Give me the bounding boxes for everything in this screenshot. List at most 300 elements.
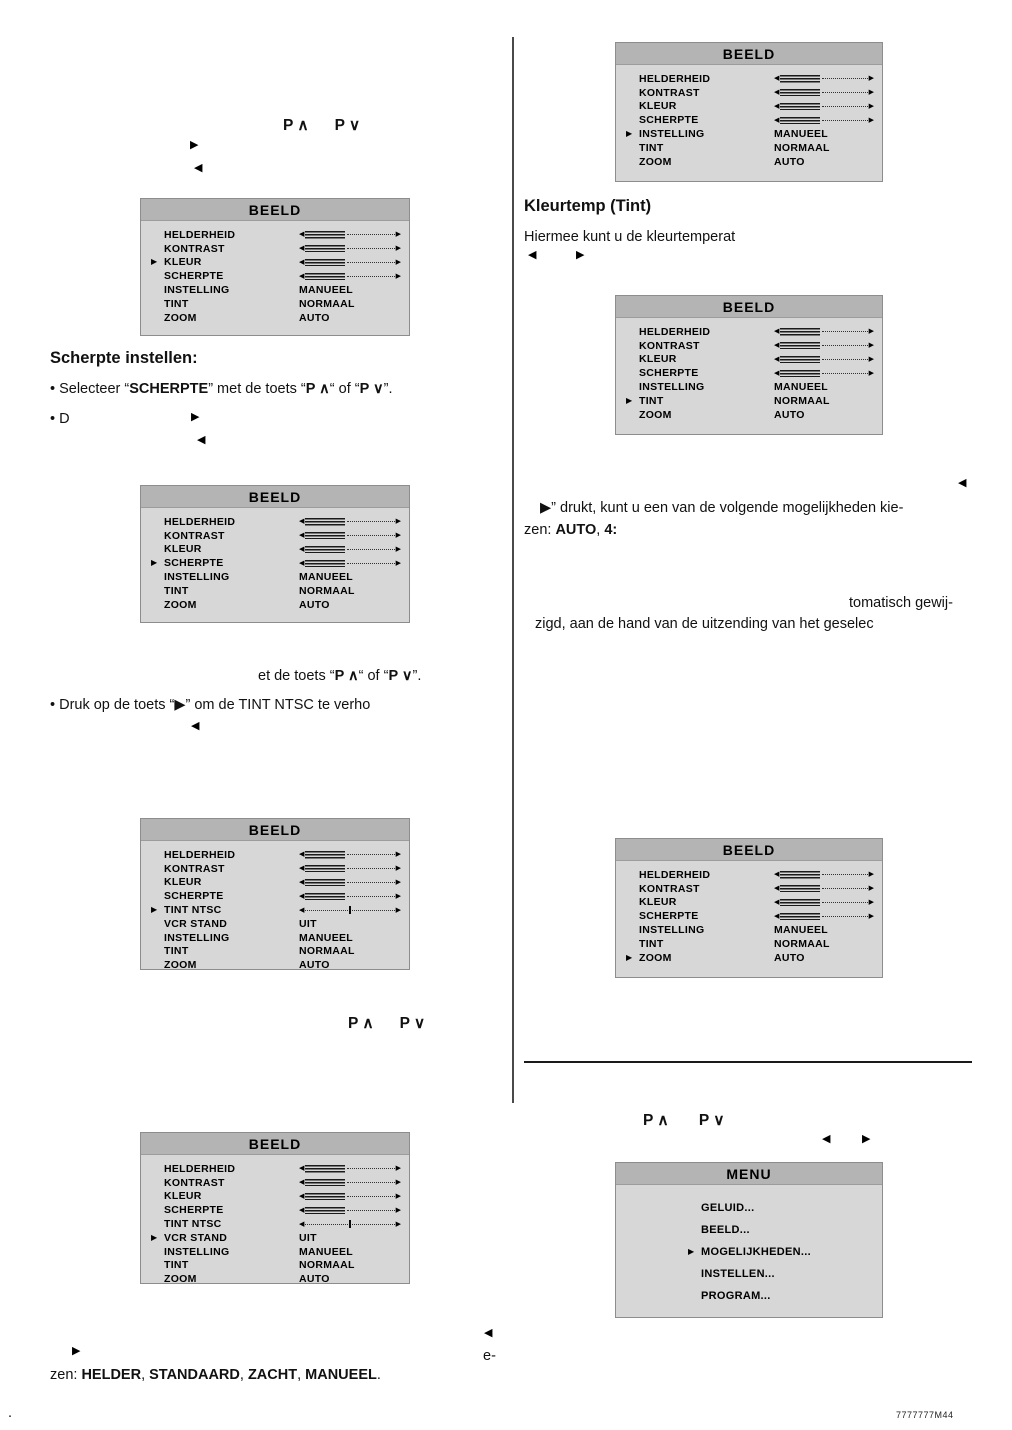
- osd-item-label: KLEUR: [164, 543, 202, 556]
- slider-track-dots: [347, 521, 394, 522]
- slider-left-arrow-icon: ◀: [299, 518, 305, 526]
- osd-item-kontrast: [151, 1176, 401, 1190]
- slider-left-arrow-icon: ◀: [774, 369, 780, 377]
- p-down-label: P ∨: [334, 117, 361, 134]
- osd-item-label: SCHERPTE: [639, 367, 699, 380]
- text-segment: ▶: [540, 500, 552, 516]
- fragment-tomatisch: tomatisch gewij-: [849, 595, 953, 611]
- osd-item-value: AUTO: [774, 408, 805, 421]
- slider-left-arrow-icon: ◀: [299, 231, 305, 239]
- text-segment: P ∧: [334, 668, 359, 684]
- osd-beeld-instelling: [615, 42, 883, 182]
- osd-item-kleur: [151, 876, 401, 890]
- osd-item-label: SCHERPTE: [164, 557, 224, 570]
- text-segment: P ∧: [305, 381, 330, 397]
- osd-item-helderheid: [151, 515, 401, 529]
- slider-right-arrow-icon: ▶: [395, 231, 401, 239]
- hyphen-fragment: e-: [483, 1348, 496, 1364]
- slider-bar: [774, 911, 874, 921]
- osd-item-value: MANUEEL: [299, 571, 354, 584]
- slider-bar: [299, 850, 401, 860]
- osd-beeld-vcr-stand: [140, 1132, 410, 1284]
- slider-left-arrow-icon: ◀: [299, 532, 305, 540]
- slider-track-dots: [822, 373, 867, 374]
- osd-item-instelling: [151, 570, 401, 584]
- osd-item-tint: [626, 141, 874, 155]
- osd-beeld-tint-ntsc: [140, 818, 410, 970]
- slider-bar: [299, 877, 401, 887]
- osd-item-geluid-: [626, 1197, 874, 1219]
- osd-item-kleur: [151, 256, 401, 270]
- osd-item-label: ZOOM: [639, 155, 672, 168]
- slider-bar: [774, 101, 874, 111]
- slider-fill: [305, 231, 345, 239]
- osd-title: BEELD: [141, 486, 409, 508]
- slider-track-dots: [822, 902, 867, 903]
- slider-right-arrow-icon: ▶: [868, 355, 874, 363]
- slider-left-arrow-icon: ◀: [299, 892, 305, 900]
- osd-item-zoom: [151, 1272, 401, 1286]
- slider-track-dots: [347, 1210, 394, 1211]
- slider-center-tick: [349, 1220, 352, 1228]
- osd-item-kontrast: [626, 339, 874, 353]
- slider-bar: [299, 891, 401, 901]
- right-arrow-icon: ▶: [191, 411, 200, 423]
- slider-track-dots: [822, 359, 867, 360]
- slider-bar: [774, 74, 874, 84]
- spacer: [669, 1111, 699, 1130]
- osd-item-label: KONTRAST: [164, 1176, 225, 1189]
- osd-body: [141, 841, 409, 976]
- osd-title: BEELD: [616, 43, 882, 65]
- text-segment: zen:: [524, 522, 556, 538]
- osd-body: [616, 1185, 882, 1311]
- slider-bar: [774, 327, 874, 337]
- osd-item-zoom: [151, 598, 401, 612]
- osd-item-label: HELDERHEID: [164, 848, 236, 861]
- osd-item-label: VCR STAND: [164, 1231, 228, 1244]
- fragment-zigd: zigd, aan de hand van de uitzending van het geselec: [535, 616, 874, 632]
- text-segment: ,: [596, 522, 605, 538]
- slider-fill: [305, 1207, 345, 1215]
- osd-item-kleur: [151, 543, 401, 557]
- slider-track-dots: [305, 910, 347, 911]
- osd-item-helderheid: [626, 72, 874, 86]
- text-segment: • Selecteer “: [50, 381, 130, 397]
- slider-bar: [299, 230, 401, 240]
- left-arrow-icon: ◀: [484, 1327, 493, 1339]
- slider-right-arrow-icon: ▶: [395, 1165, 401, 1173]
- osd-item-label: INSTELLING: [164, 1245, 230, 1258]
- osd-item-label: TINT NTSC: [164, 904, 222, 917]
- text-segment: P ∨: [388, 668, 413, 684]
- slider-bar: [299, 517, 401, 527]
- osd-item-label: TINT: [639, 937, 664, 950]
- left-arrow-icon: ◀: [197, 434, 206, 446]
- osd-item-helderheid: [151, 1162, 401, 1176]
- slider-fill: [780, 75, 820, 83]
- osd-item-value: AUTO: [299, 959, 330, 972]
- slider-right-arrow-icon: ▶: [395, 245, 401, 253]
- slider-track-dots: [347, 549, 394, 550]
- slider-right-arrow-icon: ▶: [395, 1206, 401, 1214]
- osd-item-value: NORMAAL: [299, 945, 355, 958]
- slider-track-dots: [347, 868, 394, 869]
- slider-track-dots: [305, 1224, 347, 1225]
- osd-item-tint: [626, 394, 874, 408]
- kleurtemp-intro: Hiermee kunt u de kleurtemperat: [524, 229, 736, 245]
- slider-track-dots: [822, 92, 867, 93]
- text-segment: zen:: [50, 1367, 82, 1383]
- slider-fill: [305, 879, 345, 887]
- osd-item-value: AUTO: [774, 155, 805, 168]
- osd-item-label: HELDERHEID: [639, 868, 711, 881]
- osd-item-value: MANUEEL: [774, 128, 829, 141]
- slider-left-arrow-icon: ◀: [774, 342, 780, 350]
- text-segment: ,: [297, 1367, 306, 1383]
- osd-item-value: NORMAAL: [299, 584, 355, 597]
- slider-right-arrow-icon: ▶: [395, 518, 401, 526]
- slider-fill: [780, 89, 820, 97]
- slider-track-dots: [347, 1196, 394, 1197]
- osd-item-label: KLEUR: [164, 1190, 202, 1203]
- slider-bar: [774, 354, 874, 364]
- osd-item-label: HELDERHEID: [164, 228, 236, 241]
- spacer: [374, 1014, 400, 1033]
- slider-left-arrow-icon: ◀: [299, 878, 305, 886]
- osd-item-label: KLEUR: [639, 100, 677, 113]
- osd-item-zoom: [626, 155, 874, 169]
- slider-fill: [305, 1193, 345, 1201]
- slider-track-dots: [347, 248, 394, 249]
- selection-arrow-icon: ▶: [151, 257, 158, 267]
- text-segment: ” met de toets “: [208, 381, 306, 397]
- slider-bar: [299, 1205, 401, 1215]
- osd-item-mogelijkheden-: [626, 1241, 874, 1263]
- slider-fill: [305, 560, 345, 568]
- text-segment: AUTO: [555, 522, 597, 538]
- text-segment: ”.: [412, 668, 422, 684]
- section-heading-scherpte: Scherpte instellen:: [50, 349, 198, 367]
- slider-fill: [780, 885, 820, 893]
- slider-left-arrow-icon: ◀: [774, 871, 780, 879]
- slider-fill: [305, 865, 345, 873]
- instruction-zen-left: [50, 1366, 381, 1385]
- osd-body: [616, 318, 882, 426]
- slider-track-dots: [347, 896, 394, 897]
- text-segment: ZACHT: [247, 1367, 298, 1383]
- slider-bar: [774, 884, 874, 894]
- osd-item-tint: [151, 945, 401, 959]
- osd-item-value: MANUEEL: [299, 284, 354, 297]
- text-segment: “ of “: [358, 668, 389, 684]
- slider-left-arrow-icon: ◀: [774, 116, 780, 124]
- slider-right-arrow-icon: ▶: [868, 116, 874, 124]
- slider-right-arrow-icon: ▶: [395, 545, 401, 553]
- osd-item-label: ZOOM: [639, 408, 672, 421]
- selection-arrow-icon: ▶: [626, 952, 633, 962]
- osd-item-value: MANUEEL: [774, 381, 829, 394]
- osd-item-tint: [151, 584, 401, 598]
- selection-arrow-icon: ▶: [151, 558, 158, 568]
- slider-bar: [774, 897, 874, 907]
- osd-item-tint: [151, 1259, 401, 1273]
- slider-track-dots: [347, 535, 394, 536]
- column-divider: [512, 37, 514, 1103]
- slider-right-arrow-icon: ▶: [868, 898, 874, 906]
- osd-item-label: INSTELLING: [639, 381, 705, 394]
- slider-center: [299, 905, 401, 915]
- p-up-label: P ∧: [283, 117, 309, 134]
- osd-item-label: KLEUR: [164, 876, 202, 889]
- slider-center: [299, 1219, 401, 1229]
- osd-item-label: INSTELLING: [639, 924, 705, 937]
- slider-left-arrow-icon: ◀: [299, 245, 305, 253]
- slider-right-arrow-icon: ▶: [395, 906, 401, 914]
- instruction-d-bullet: [50, 410, 70, 429]
- osd-item-value: AUTO: [299, 1273, 330, 1286]
- slider-bar: [299, 558, 401, 568]
- slider-fill: [780, 103, 820, 111]
- slider-fill: [305, 546, 345, 554]
- slider-track-dots: [352, 1224, 394, 1225]
- slider-track-dots: [347, 1182, 394, 1183]
- slider-right-arrow-icon: ▶: [395, 258, 401, 266]
- osd-item-value: MANUEEL: [774, 924, 829, 937]
- slider-track-dots: [347, 563, 394, 564]
- text-segment: ,: [239, 1367, 248, 1383]
- instruction-selecteer: [50, 380, 393, 399]
- osd-item-label: INSTELLING: [639, 128, 705, 141]
- slider-right-arrow-icon: ▶: [395, 272, 401, 280]
- osd-item-instellen-: [626, 1263, 874, 1285]
- slider-fill: [780, 871, 820, 879]
- osd-main-menu: [615, 1162, 883, 1318]
- slider-fill: [305, 259, 345, 267]
- osd-item-label: INSTELLING: [164, 571, 230, 584]
- slider-bar: [774, 115, 874, 125]
- slider-bar: [299, 1178, 401, 1188]
- slider-track-dots: [822, 106, 867, 107]
- slider-left-arrow-icon: ◀: [299, 1165, 305, 1173]
- slider-right-arrow-icon: ▶: [868, 342, 874, 350]
- osd-item-tint: [626, 937, 874, 951]
- osd-item-label: KONTRAST: [164, 529, 225, 542]
- osd-title: MENU: [616, 1163, 882, 1185]
- left-arrow-icon: ◀: [822, 1133, 831, 1145]
- slider-fill: [305, 893, 345, 901]
- slider-fill: [305, 518, 345, 526]
- osd-item-label: KONTRAST: [639, 86, 700, 99]
- text-segment: MANUEEL: [305, 1367, 377, 1383]
- slider-track-dots: [822, 120, 867, 121]
- slider-left-arrow-icon: ◀: [774, 898, 780, 906]
- osd-item-label: ZOOM: [164, 1273, 197, 1286]
- p-up-label: P ∧: [348, 1015, 374, 1032]
- slider-left-arrow-icon: ◀: [299, 851, 305, 859]
- slider-fill: [305, 851, 345, 859]
- osd-item-label: KONTRAST: [164, 862, 225, 875]
- osd-item-label: KONTRAST: [639, 339, 700, 352]
- osd-beeld-kleur: [140, 198, 410, 336]
- osd-item-tint-ntsc: [151, 903, 401, 917]
- slider-right-arrow-icon: ▶: [868, 102, 874, 110]
- text-segment: HELDER: [81, 1367, 142, 1383]
- osd-item-tint: [151, 297, 401, 311]
- left-arrow-icon: ◀: [191, 720, 200, 732]
- osd-title: BEELD: [141, 199, 409, 221]
- osd-item-scherpte: [151, 556, 401, 570]
- osd-item-label: SCHERPTE: [639, 910, 699, 923]
- slider-bar: [299, 257, 401, 267]
- osd-item-vcr-stand: [151, 917, 401, 931]
- osd-item-instelling: [626, 127, 874, 141]
- slider-fill: [780, 899, 820, 907]
- osd-beeld-zoom: [615, 838, 883, 978]
- osd-item-label: INSTELLING: [164, 931, 230, 944]
- slider-right-arrow-icon: ▶: [395, 865, 401, 873]
- slider-right-arrow-icon: ▶: [868, 871, 874, 879]
- slider-right-arrow-icon: ▶: [395, 892, 401, 900]
- osd-body: [141, 221, 409, 329]
- slider-track-dots: [822, 78, 867, 79]
- osd-item-helderheid: [151, 228, 401, 242]
- footer-part-code: 7777777M44: [896, 1410, 954, 1420]
- slider-left-arrow-icon: ◀: [299, 1192, 305, 1200]
- text-segment: • D: [50, 411, 70, 427]
- osd-item-tint-ntsc: [151, 1217, 401, 1231]
- instruction-druk: [50, 696, 370, 715]
- selection-arrow-icon: ▶: [151, 905, 158, 915]
- osd-item-instelling: [151, 931, 401, 945]
- right-arrow-icon: ▶: [72, 1345, 81, 1357]
- slider-fill: [305, 1179, 345, 1187]
- slider-right-arrow-icon: ▶: [395, 532, 401, 540]
- slider-track-dots: [352, 910, 394, 911]
- osd-body: [616, 65, 882, 173]
- slider-track-dots: [347, 1168, 394, 1169]
- slider-center-tick: [349, 906, 352, 914]
- osd-title: BEELD: [616, 296, 882, 318]
- osd-item-helderheid: [626, 325, 874, 339]
- osd-item-value: MANUEEL: [299, 1245, 354, 1258]
- slider-left-arrow-icon: ◀: [774, 102, 780, 110]
- slider-right-arrow-icon: ▶: [868, 912, 874, 920]
- slider-right-arrow-icon: ▶: [395, 559, 401, 567]
- osd-item-zoom: [626, 951, 874, 965]
- osd-item-value: AUTO: [299, 598, 330, 611]
- osd-item-label: TINT NTSC: [164, 1218, 222, 1231]
- slider-fill: [305, 273, 345, 281]
- spacer: [309, 116, 335, 135]
- text-segment: STANDAARD: [149, 1367, 240, 1383]
- slider-track-dots: [347, 882, 394, 883]
- osd-item-label: KONTRAST: [639, 882, 700, 895]
- osd-body: [616, 861, 882, 969]
- osd-item-helderheid: [151, 848, 401, 862]
- osd-item-label: MOGELIJKHEDEN...: [701, 1246, 811, 1258]
- slider-track-dots: [822, 888, 867, 889]
- p-up-down-keys: [283, 116, 360, 135]
- osd-item-value: AUTO: [774, 951, 805, 964]
- footer-left-mark: .: [8, 1405, 13, 1421]
- slider-bar: [299, 244, 401, 254]
- slider-bar: [299, 531, 401, 541]
- text-segment: ” om de TINT NTSC te verho: [185, 697, 371, 713]
- osd-item-label: HELDERHEID: [164, 515, 236, 528]
- osd-item-beeld-: [626, 1219, 874, 1241]
- osd-item-instelling: [626, 380, 874, 394]
- osd-item-kontrast: [626, 882, 874, 896]
- osd-item-label: KLEUR: [639, 896, 677, 909]
- osd-item-label: TINT: [164, 584, 189, 597]
- slider-bar: [299, 1164, 401, 1174]
- text-segment: ”.: [383, 381, 393, 397]
- selection-arrow-icon: ▶: [626, 395, 633, 405]
- osd-item-value: UIT: [299, 1231, 317, 1244]
- p-down-label: P ∨: [698, 1112, 725, 1129]
- right-arrow-icon: ▶: [862, 1133, 871, 1145]
- osd-item-scherpte: [626, 909, 874, 923]
- text-segment: ” drukt, kunt u een van de volgende mogelijkheden kie-: [551, 500, 904, 516]
- slider-left-arrow-icon: ◀: [299, 559, 305, 567]
- osd-item-value: AUTO: [299, 311, 330, 324]
- osd-item-instelling: [151, 283, 401, 297]
- osd-item-label: HELDERHEID: [639, 325, 711, 338]
- osd-item-label: INSTELLEN...: [701, 1268, 775, 1280]
- osd-item-kleur: [626, 896, 874, 910]
- slider-left-arrow-icon: ◀: [299, 906, 305, 914]
- osd-beeld-scherpte: [140, 485, 410, 623]
- p-down-label: P ∨: [399, 1015, 426, 1032]
- osd-item-value: UIT: [299, 917, 317, 930]
- slider-fill: [305, 532, 345, 540]
- osd-item-value: NORMAAL: [774, 141, 830, 154]
- osd-item-kontrast: [151, 242, 401, 256]
- osd-item-label: PROGRAM...: [701, 1290, 771, 1302]
- slider-bar: [299, 1191, 401, 1201]
- osd-item-label: TINT: [164, 1259, 189, 1272]
- slider-left-arrow-icon: ◀: [299, 865, 305, 873]
- osd-body: [141, 1155, 409, 1290]
- slider-right-arrow-icon: ▶: [868, 328, 874, 336]
- osd-item-value: NORMAAL: [774, 394, 830, 407]
- osd-item-label: ZOOM: [164, 959, 197, 972]
- osd-item-scherpte: [626, 366, 874, 380]
- slider-left-arrow-icon: ◀: [774, 328, 780, 336]
- right-arrow-icon: ▶: [190, 139, 199, 151]
- osd-item-kleur: [626, 100, 874, 114]
- osd-item-label: SCHERPTE: [164, 890, 224, 903]
- osd-item-label: ZOOM: [164, 311, 197, 324]
- slider-left-arrow-icon: ◀: [774, 885, 780, 893]
- osd-item-zoom: [151, 311, 401, 325]
- slider-fill: [780, 356, 820, 364]
- osd-item-kleur: [151, 1190, 401, 1204]
- slider-bar: [774, 341, 874, 351]
- osd-title: BEELD: [616, 839, 882, 861]
- text-segment: .: [376, 1367, 381, 1383]
- osd-item-label: HELDERHEID: [639, 72, 711, 85]
- selection-arrow-icon: ▶: [626, 129, 633, 139]
- slider-left-arrow-icon: ◀: [299, 1179, 305, 1187]
- slider-left-arrow-icon: ◀: [299, 258, 305, 266]
- slider-right-arrow-icon: ▶: [868, 75, 874, 83]
- osd-item-kleur: [626, 353, 874, 367]
- instruction-kiezen: [540, 499, 903, 518]
- text-segment: ▶: [174, 697, 186, 713]
- instruction-zen-right: [524, 521, 617, 540]
